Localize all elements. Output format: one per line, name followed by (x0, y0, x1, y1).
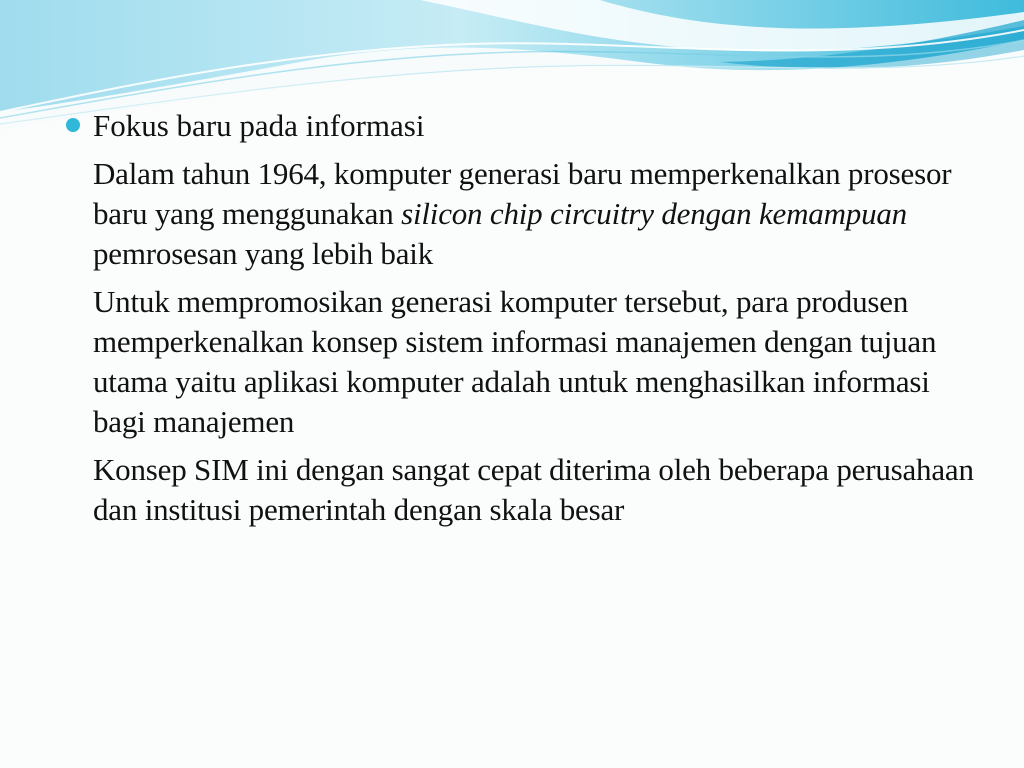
slide-body (66, 106, 976, 538)
bullet-dot-icon (66, 118, 80, 132)
text-run: pemrosesan yang lebih baik (93, 236, 434, 271)
bullet-item (66, 106, 976, 146)
text-run: Dalam tahun 1964, komputer generasi baru memperkenalkan prosesor baru yang menggunakan (93, 156, 952, 231)
paragraph-1 (93, 154, 976, 274)
text-run: Konsep SIM ini dengan sangat cepat diterima oleh beberapa perusahaan dan institusi pemerintah dengan skala besar (93, 452, 974, 527)
paragraph-3 (93, 450, 976, 530)
text-run: Untuk mempromosikan generasi komputer tersebut, para produsen memperkenalkan konsep sistem informasi manajemen dengan tujuan utama yaitu aplikasi komputer adalah untuk menghasilkan informasi bagi manajemen (93, 284, 937, 439)
italic-text-run: silicon chip circuitry dengan kemampuan (401, 196, 907, 231)
sub-paragraphs (66, 154, 976, 530)
paragraph-2 (93, 282, 976, 442)
bullet-heading: Fokus baru pada informasi (93, 108, 425, 143)
